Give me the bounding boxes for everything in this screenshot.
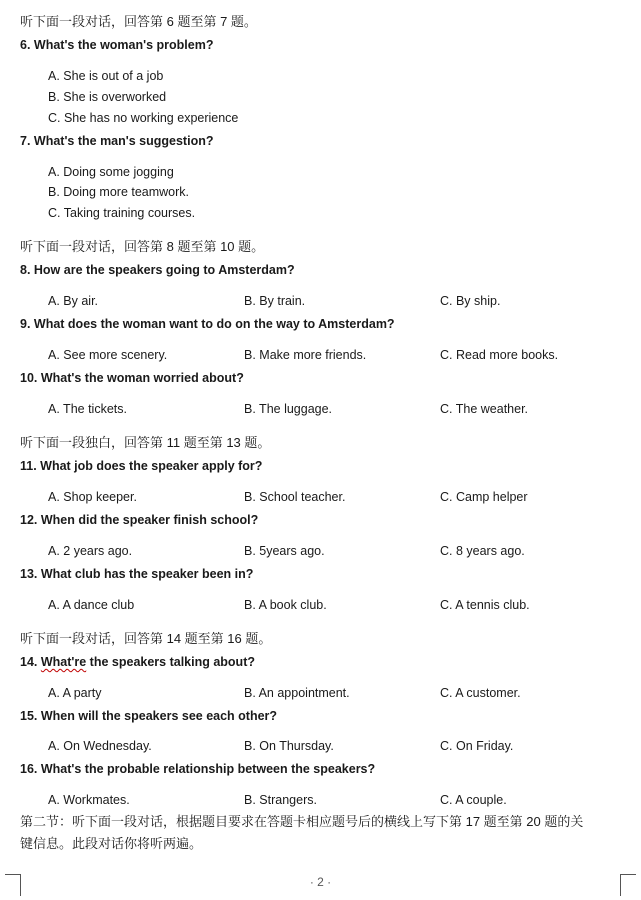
q14-option-a: A. A party [48,686,102,700]
q12-option-c: C. 8 years ago. [440,544,525,558]
section-heading-11-13: 听下面一段独白，回答第 11 题至第 13 题。 [20,435,271,450]
q11-option-c: C. Camp helper [440,490,528,504]
q15-option-b: B. On Thursday. [244,739,334,753]
q16-option-a: A. Workmates. [48,793,130,807]
question-8: 8. How are the speakers going to Amsterdam? [20,263,295,277]
question-7: 7. What's the man's suggestion? [20,134,214,148]
q7-option-b: B. Doing more teamwork. [48,185,190,199]
q10-option-b: B. The luggage. [244,402,333,416]
page-number: · 2 · [309,875,332,889]
q8-option-a: A. By air. [48,294,99,308]
question-6: 6. What's the woman's problem? [20,38,214,52]
question-14 [20,654,255,670]
q11-option-a: A. Shop keeper. [48,490,137,504]
part-two-instructions-line-2: 键信息。此段对话你将听两遍。 [20,836,203,851]
question-11: 11. What job does the speaker apply for? [20,459,263,473]
q11-option-b: B. School teacher. [244,490,346,504]
q13-option-a: A. A dance club [48,598,135,612]
q9-option-b: B. Make more friends. [244,348,367,362]
section-heading-14-16: 听下面一段对话，回答第 14 题至第 16 题。 [20,631,272,646]
q8-option-c: C. By ship. [440,294,501,308]
q7-option-c: C. Taking training courses. [48,206,196,220]
question-10: 10. What's the woman worried about? [20,371,244,385]
question-9: 9. What does the woman want to do on the way to Amsterdam? [20,317,395,331]
q6-option-b: B. She is overworked [48,90,167,104]
question-13: 13. What club has the speaker been in? [20,567,254,581]
question-14-number: 14. [20,655,41,669]
q14-option-b: B. An appointment. [244,686,350,700]
q10-option-c: C. The weather. [440,402,529,416]
q7-option-a: A. Doing some jogging [48,165,174,179]
q16-option-b: B. Strangers. [244,793,317,807]
q10-option-a: A. The tickets. [48,402,127,416]
q15-option-a: A. On Wednesday. [48,739,152,753]
question-16: 16. What's the probable relationship between the speakers? [20,762,376,776]
q14-option-c: C. A customer. [440,686,521,700]
section-heading-8-10: 听下面一段对话，回答第 8 题至第 10 题。 [20,239,265,254]
q9-option-a: A. See more scenery. [48,348,168,362]
question-15: 15. When will the speakers see each other? [20,709,278,723]
q16-option-c: C. A couple. [440,793,507,807]
part-two-instructions-line-1: 第二节：听下面一段对话，根据题目要求在答题卡相应题号后的横线上写下第 17 题至第 20 题的关 [20,814,584,829]
section-heading-6-7: 听下面一段对话，回答第 6 题至第 7 题。 [20,14,257,29]
question-14-rest: the speakers talking about? [86,655,255,669]
q9-option-c: C. Read more books. [440,348,559,362]
spellcheck-flagged-word: What're [40,655,87,669]
q13-option-c: C. A tennis club. [440,598,530,612]
q13-option-b: B. A book club. [244,598,327,612]
q12-option-a: A. 2 years ago. [48,544,133,558]
q15-option-c: C. On Friday. [440,739,514,753]
q12-option-b: B. 5years ago. [244,544,325,558]
q6-option-c: C. She has no working experience [48,111,239,125]
q8-option-b: B. By train. [244,294,306,308]
question-12: 12. When did the speaker finish school? [20,513,259,527]
q6-option-a: A. She is out of a job [48,69,164,83]
